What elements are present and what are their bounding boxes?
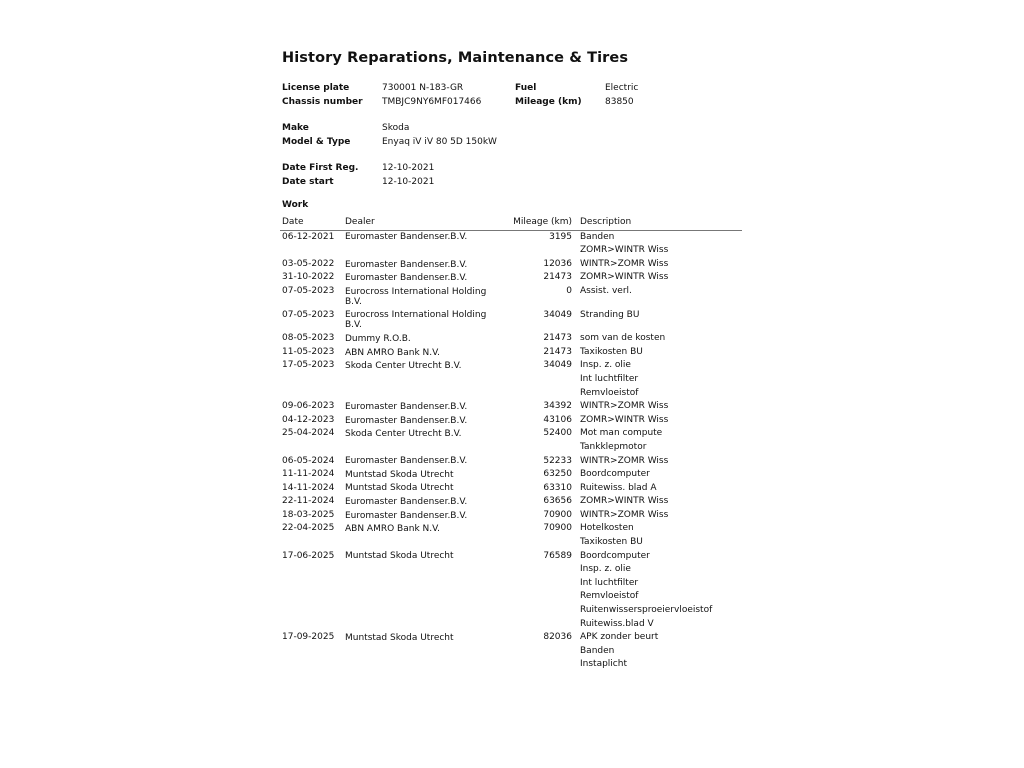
cell-description [572, 482, 657, 496]
model-value: Enyaq iV iV 80 5D 150kW [382, 136, 497, 147]
cell-mileage: 63310 [543, 482, 572, 493]
cell-description [572, 455, 668, 469]
cell-dealer: Skoda Center Utrecht B.V. [345, 361, 462, 372]
cell-mileage: 21473 [543, 346, 572, 357]
cell-mileage: 21473 [543, 333, 572, 344]
cell-dealer: ABN AMRO Bank N.V. [345, 347, 440, 358]
cell-description [572, 631, 658, 672]
table-row [280, 258, 742, 272]
cell-mileage: 43106 [543, 414, 572, 425]
cell-date: 14-11-2024 [282, 482, 335, 493]
cell-mileage: 76589 [543, 550, 572, 561]
cell-date: 06-12-2021 [282, 231, 335, 242]
table-row [280, 495, 742, 509]
table-row [280, 550, 742, 632]
cell-date: 31-10-2022 [282, 272, 335, 283]
description-line: ZOMR>WINTR Wiss [580, 496, 669, 507]
column-header-description: Description [580, 217, 632, 227]
cell-date: 11-05-2023 [282, 346, 335, 357]
table-row [280, 285, 742, 309]
cell-mileage: 70900 [543, 523, 572, 534]
table-row [280, 309, 742, 333]
cell-dealer: Muntstad Skoda Utrecht [345, 633, 454, 644]
cell-dealer: Euromaster Bandenser.B.V. [345, 232, 468, 243]
cell-mileage: 52233 [543, 455, 572, 466]
cell-date: 25-04-2024 [282, 428, 335, 439]
table-body [280, 231, 742, 672]
description-line: Taxikosten BU [580, 537, 643, 548]
cell-mileage: 82036 [543, 632, 572, 643]
description-line: Int luchtfilter [580, 373, 639, 384]
cell-dealer: Euromaster Bandenser.B.V. [345, 510, 468, 521]
description-line: WINTR>ZOMR Wiss [580, 258, 669, 269]
cell-description [572, 359, 638, 400]
cell-description [572, 231, 668, 258]
cell-mileage: 34049 [543, 360, 572, 371]
cell-dealer: Dummy R.O.B. [345, 333, 411, 344]
description-line: ZOMR>WINTR Wiss [580, 272, 669, 283]
cell-description [572, 468, 650, 482]
table-row [280, 414, 742, 428]
table-row [280, 359, 742, 400]
description-line: Tankklepmotor [580, 441, 647, 452]
cell-date: 17-09-2025 [282, 632, 335, 643]
table-row [280, 455, 742, 469]
cell-description [572, 427, 662, 454]
first-reg-value: 12-10-2021 [382, 163, 435, 173]
table-row [280, 522, 742, 549]
cell-date: 22-11-2024 [282, 496, 335, 507]
cell-description [572, 285, 632, 299]
description-line: Hotelkosten [580, 523, 634, 534]
table-row [280, 271, 742, 285]
model-label: Model & Type [282, 136, 351, 147]
chassis-value: TMBJC9NY6MF017466 [382, 96, 482, 107]
description-line: ZOMR>WINTR Wiss [580, 245, 669, 256]
table-row [280, 468, 742, 482]
table-row [280, 346, 742, 360]
cell-date: 07-05-2023 [282, 285, 335, 296]
table-row [280, 231, 742, 258]
chassis-label: Chassis number [282, 96, 363, 107]
make-value: Skoda [382, 123, 410, 133]
description-line: Assist. verl. [580, 285, 632, 296]
date-start-label: Date start [282, 176, 334, 187]
column-header-dealer: Dealer [345, 217, 375, 227]
description-line: Ruitenwissersproeiervloeistof [580, 605, 713, 616]
description-line: Ruitewiss.blad V [580, 618, 654, 629]
license-plate-value: 730001 N-183-GR [382, 83, 464, 93]
column-header-date: Date [282, 217, 304, 227]
cell-description [572, 414, 668, 428]
cell-date: 08-05-2023 [282, 333, 335, 344]
fuel-label: Fuel [515, 83, 537, 93]
description-line: WINTR>ZOMR Wiss [580, 455, 669, 466]
cell-mileage: 52400 [543, 428, 572, 439]
work-table [280, 216, 742, 672]
cell-description [572, 258, 668, 272]
description-line: Insp. z. olie [580, 564, 631, 575]
cell-dealer: Euromaster Bandenser.B.V. [345, 401, 468, 412]
description-line: Boordcomputer [580, 469, 650, 480]
cell-description [572, 400, 668, 414]
cell-dealer: Eurocross International Holding B.V. [345, 310, 487, 331]
description-line: Stranding BU [580, 309, 640, 320]
column-header-mileage: Mileage (km) [513, 217, 572, 227]
table-row [280, 509, 742, 523]
cell-dealer: Skoda Center Utrecht B.V. [345, 429, 462, 440]
first-reg-label: Date First Reg. [282, 163, 359, 173]
description-line: Insp. z. olie [580, 360, 631, 371]
description-line: Banden [580, 231, 615, 242]
description-line: WINTR>ZOMR Wiss [580, 401, 669, 412]
cell-description [572, 550, 712, 632]
license-plate-label: License plate [282, 83, 350, 93]
cell-description [572, 346, 643, 360]
description-line: Remvloeistof [580, 387, 639, 398]
cell-dealer: Muntstad Skoda Utrecht [345, 483, 454, 494]
description-line: APK zonder beurt [580, 632, 659, 643]
table-row [280, 631, 742, 672]
cell-dealer: Eurocross International Holding B.V. [345, 286, 487, 307]
cell-dealer: Euromaster Bandenser.B.V. [345, 273, 468, 284]
table-row [280, 400, 742, 414]
mileage-value: 83850 [605, 96, 634, 107]
description-line: WINTR>ZOMR Wiss [580, 509, 669, 520]
cell-date: 06-05-2024 [282, 455, 335, 466]
description-line: Banden [580, 645, 615, 656]
cell-mileage: 34049 [543, 309, 572, 320]
work-heading: Work [282, 200, 309, 210]
cell-date: 18-03-2025 [282, 509, 335, 520]
cell-description [572, 332, 665, 346]
cell-dealer: Muntstad Skoda Utrecht [345, 469, 454, 480]
cell-mileage: 0 [566, 285, 572, 296]
cell-date: 04-12-2023 [282, 414, 335, 425]
cell-dealer: Euromaster Bandenser.B.V. [345, 456, 468, 467]
cell-mileage: 21473 [543, 272, 572, 283]
description-line: Mot man compute [580, 428, 663, 439]
cell-date: 07-05-2023 [282, 309, 335, 320]
cell-mileage: 70900 [543, 509, 572, 520]
cell-date: 09-06-2023 [282, 401, 335, 412]
fuel-value: Electric [605, 83, 639, 93]
cell-mileage: 12036 [543, 258, 572, 269]
table-row [280, 482, 742, 496]
cell-date: 17-05-2023 [282, 360, 335, 371]
cell-date: 11-11-2024 [282, 469, 335, 480]
table-row [280, 332, 742, 346]
cell-description [572, 522, 643, 549]
mileage-label: Mileage (km) [515, 96, 582, 107]
description-line: ZOMR>WINTR Wiss [580, 414, 669, 425]
description-line: Taxikosten BU [580, 346, 643, 357]
description-line: Boordcomputer [580, 550, 650, 561]
cell-dealer: ABN AMRO Bank N.V. [345, 524, 440, 535]
cell-mileage: 63250 [543, 469, 572, 480]
description-line: Remvloeistof [580, 591, 639, 602]
cell-dealer: Euromaster Bandenser.B.V. [345, 497, 468, 508]
cell-date: 03-05-2022 [282, 258, 335, 269]
cell-date: 17-06-2025 [282, 550, 335, 561]
description-line: Int luchtfilter [580, 577, 639, 588]
description-line: Instaplicht [580, 659, 627, 670]
date-start-value: 12-10-2021 [382, 176, 435, 187]
description-line: som van de kosten [580, 333, 666, 344]
page-title: History Reparations, Maintenance & Tires [282, 50, 629, 66]
cell-mileage: 34392 [543, 401, 572, 412]
cell-mileage: 3195 [549, 231, 572, 242]
cell-date: 22-04-2025 [282, 523, 335, 534]
cell-description [572, 271, 668, 285]
cell-description [572, 495, 668, 509]
description-line: Ruitewiss. blad A [580, 482, 657, 493]
cell-dealer: Euromaster Bandenser.B.V. [345, 259, 468, 270]
make-label: Make [282, 123, 309, 133]
cell-dealer: Euromaster Bandenser.B.V. [345, 415, 468, 426]
cell-description [572, 509, 668, 523]
cell-description [572, 309, 639, 323]
table-header [280, 216, 742, 231]
cell-mileage: 63656 [543, 496, 572, 507]
cell-dealer: Muntstad Skoda Utrecht [345, 551, 454, 562]
table-row [280, 427, 742, 454]
